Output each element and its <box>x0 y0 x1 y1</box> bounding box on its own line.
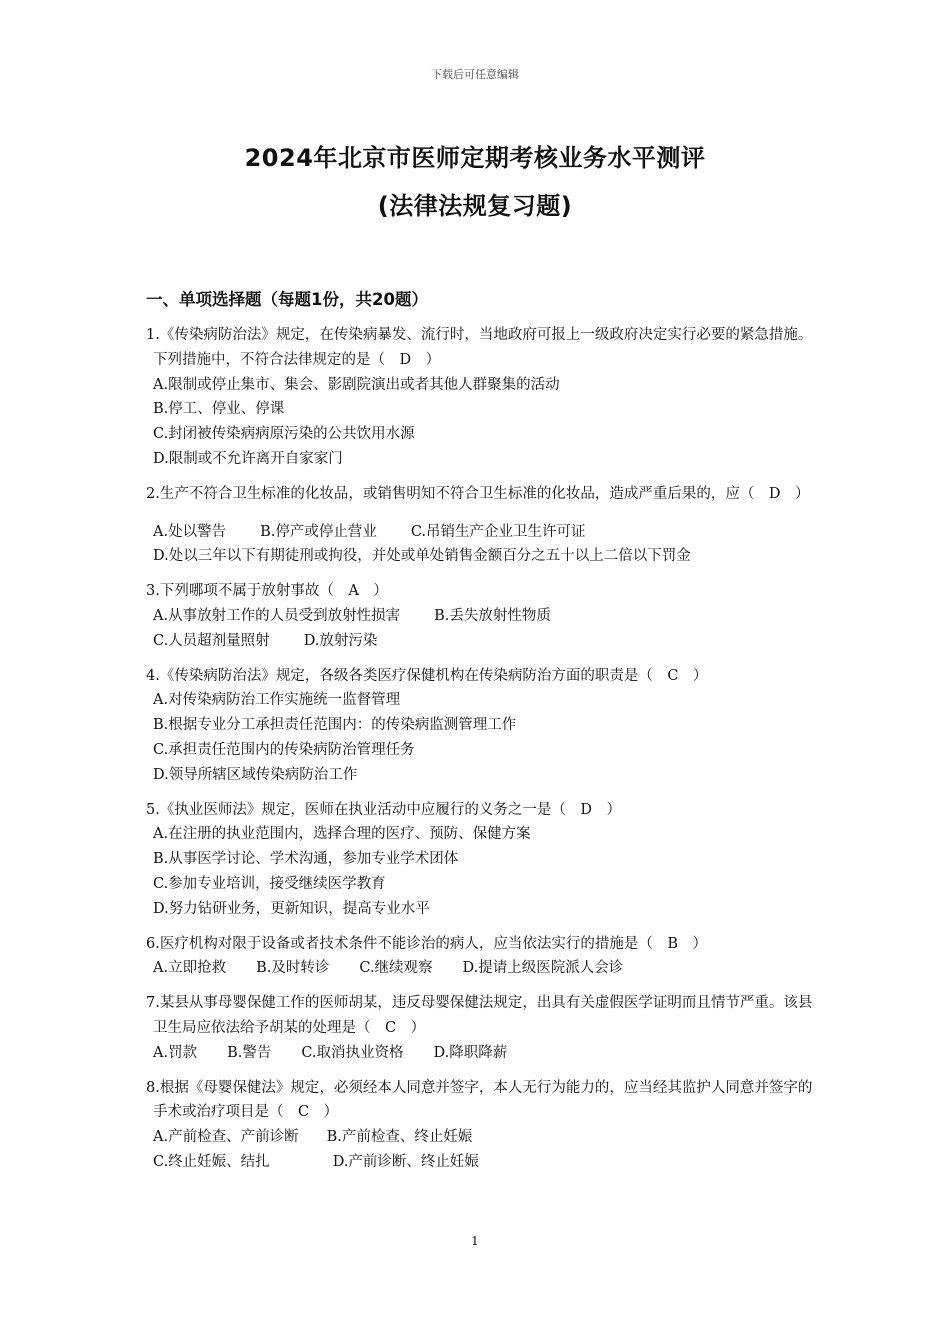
option-c: C.继续观察 <box>359 960 433 977</box>
question-3 <box>146 579 814 653</box>
option-a: A.从事放射工作的人员受到放射性损害 <box>153 607 401 624</box>
option-a: A.立即抢救 <box>153 960 227 977</box>
option-c: C.承担责任范围内的传染病防治管理任务 <box>153 741 415 758</box>
option-line <box>146 447 814 472</box>
option-line <box>146 956 814 981</box>
option-line <box>146 688 814 713</box>
option-c: C.人员超剂量照射 <box>153 632 270 649</box>
option-d: D.降职降薪 <box>433 1044 508 1061</box>
header-note: 下载后可任意编辑 <box>431 68 519 81</box>
option-c: C.取消执业资格 <box>301 1044 404 1061</box>
option-c: C.参加专业培训，接受继续医学教育 <box>153 875 386 892</box>
document-title: 2024年北京市医师定期考核业务水平测评 <box>244 144 706 172</box>
option-a: A.在注册的执业范围内，选择合理的医疗、预防、保健方案 <box>153 826 531 843</box>
option-c: C.封闭被传染病病原污染的公共饮用水源 <box>153 426 415 443</box>
question-stem: 1.《传染病防治法》规定，在传染病暴发、流行时，当地政府可报上一级政府决定实行必要的紧急措施。下列措施中，不符合法律规定的是（ D ） <box>146 327 813 368</box>
option-d: D.产前诊断、终止妊娠 <box>332 1153 479 1170</box>
option-b: B.警告 <box>227 1044 272 1061</box>
option-line <box>146 738 814 763</box>
option-line <box>146 1150 814 1175</box>
question-stem: 4.《传染病防治法》规定，各级各类医疗保健机构在传染病防治方面的职责是（ C ） <box>146 667 708 684</box>
option-line <box>146 1041 814 1066</box>
option-d: D.努力钻研业务，更新知识，提高专业水平 <box>153 900 430 917</box>
question-6 <box>146 932 814 982</box>
option-line <box>146 422 814 447</box>
option-b: B.产前检查、终止妊娠 <box>326 1129 473 1146</box>
page-number: 1 <box>471 1234 479 1248</box>
question-list <box>146 323 814 1185</box>
option-b: B.从事医学讨论、学术沟通，参加专业学术团体 <box>153 851 459 868</box>
option-a: A.对传染病防治工作实施统一监督管理 <box>153 692 401 709</box>
option-a: A.处以警告 <box>153 523 227 540</box>
option-c: C.终止妊娠、结扎 <box>153 1153 270 1170</box>
option-d: D.放射污染 <box>303 632 378 649</box>
option-d: D.限制或不允许离开自家家门 <box>153 450 343 467</box>
question-5 <box>146 798 814 922</box>
question-stem: 5.《执业医师法》规定，医师在执业活动中应履行的义务之一是（ D ） <box>146 801 621 818</box>
option-b: B.根据专业分工承担责任范围内：的传染病监测管理工作 <box>153 717 517 734</box>
option-line <box>146 629 814 654</box>
option-d: D.提请上级医院派人会诊 <box>462 960 624 977</box>
option-b: B.丢失放射性物质 <box>434 607 551 624</box>
option-b: B.及时转诊 <box>256 960 330 977</box>
question-4 <box>146 664 814 788</box>
option-line <box>146 397 814 422</box>
question-stem: 3.下列哪项不属于放射事故（ A ） <box>146 583 388 600</box>
question-stem: 2.生产不符合卫生标准的化妆品，或销售明知不符合卫生标准的化妆品，造成严重后果的，应（ D ） <box>146 485 810 502</box>
option-c: C.吊销生产企业卫生许可证 <box>410 523 586 540</box>
option-d: D.处以三年以下有期徒刑或拘役，并处或单处销售金额百分之五十以上二倍以下罚金 <box>153 548 691 565</box>
option-a: A.限制或停止集市、集会、影剧院演出或者其他人群聚集的活动 <box>153 376 560 393</box>
option-line <box>146 897 814 922</box>
option-line <box>146 847 814 872</box>
option-line <box>146 822 814 847</box>
option-line <box>146 872 814 897</box>
question-stem: 6.医疗机构对限于设备或者技术条件不能诊治的病人，应当依法实行的措施是（ B ） <box>146 935 707 952</box>
option-a: A.罚款 <box>153 1044 198 1061</box>
option-line <box>146 604 814 629</box>
section-title: 一、单项选择题（每题1份，共20题） <box>146 290 428 309</box>
option-line <box>146 520 814 545</box>
question-8 <box>146 1076 814 1175</box>
option-line <box>146 544 814 569</box>
document-subtitle: (法律法规复习题) <box>377 192 573 220</box>
option-line <box>146 373 814 398</box>
option-line <box>146 713 814 738</box>
option-d: D.领导所辖区域传染病防治工作 <box>153 766 358 783</box>
option-a: A.产前检查、产前诊断 <box>153 1129 299 1146</box>
question-2 <box>146 482 814 569</box>
option-b: B.停产或停止营业 <box>260 523 377 540</box>
question-stem: 8.根据《母婴保健法》规定，必须经本人同意并签字，本人无行为能力的，应当经其监护人同意并签字的手术或治疗项目是（ C ） <box>146 1079 813 1121</box>
option-line <box>146 1125 814 1150</box>
question-stem: 7.某县从事母婴保健工作的医师胡某，违反母婴保健法规定，出具有关虚假医学证明而且情节严重。该县卫生局应依法给予胡某的处理是（ C ） <box>146 995 813 1036</box>
option-b: B.停工、停业、停课 <box>153 401 285 418</box>
option-line <box>146 763 814 788</box>
question-1 <box>146 323 814 472</box>
question-7 <box>146 991 814 1065</box>
